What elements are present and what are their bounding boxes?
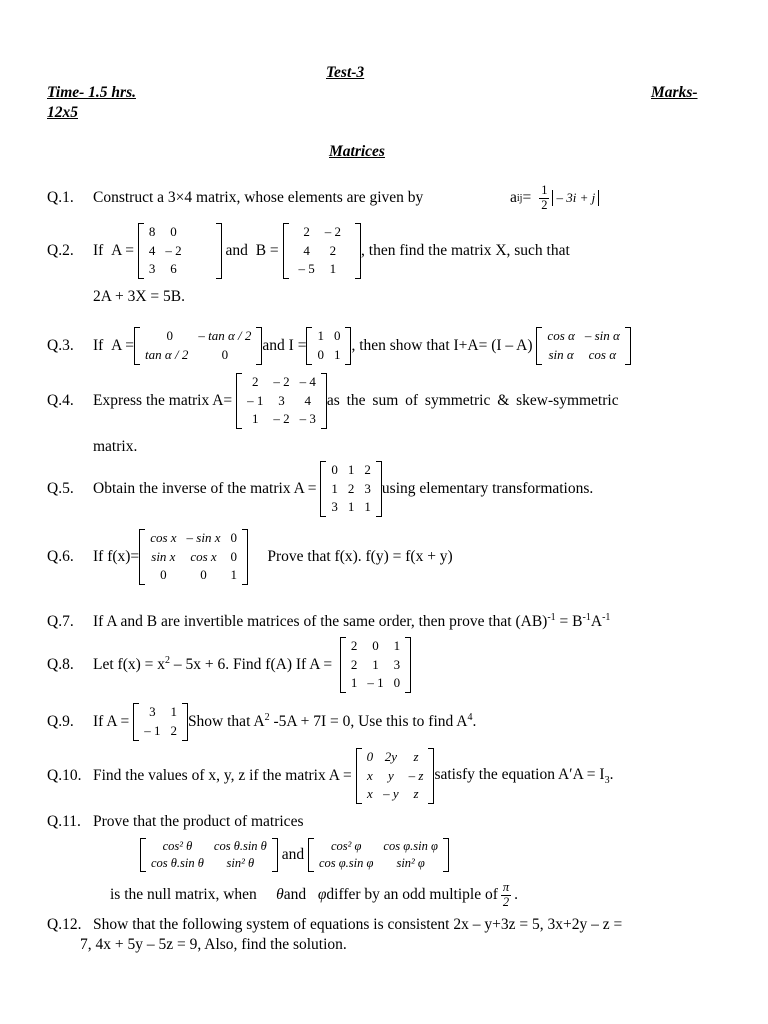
matrix-a: 2 0 1 2 1 3 1 – 1 0 — [340, 637, 411, 694]
question-body: Let $f(x) = x^2 - 5x + 6$. Find f(A) If A = 2 0 1 2 1 3 1 – 1 0 — [93, 637, 411, 694]
question-body: Express the matrix A= 2 – 2 – 4 – 1 3 4 1 – 2 – 3 as the sum of symmetric & skew-symmetric — [93, 373, 619, 430]
question-number: Q.2. — [47, 242, 74, 259]
question-11-number: Q.11. — [47, 813, 81, 830]
matrix-a: 3 1 – 1 2 — [133, 703, 188, 741]
question-number: Q.1. — [47, 189, 74, 206]
fraction-pi-over-2: $\frac{\pi}{2}$ — [502, 880, 510, 909]
question-12-line1: Show that the following system of equations is consistent 2x – y+3z = 5, 3x+2y – z = — [93, 916, 623, 933]
question-number: Q.8. — [47, 656, 74, 673]
matrix-f: cos x – sin x 0 sin x cos x 0 0 0 1 — [139, 529, 248, 586]
question-number: Q.4. — [47, 392, 74, 409]
question-number: Q.10. — [47, 767, 82, 784]
question-number: Q.5. — [47, 480, 74, 497]
matrix-theta: cos² θ cos θ.sin θ cos θ.sin θ sin² θ — [140, 838, 278, 872]
question-body: If A = 3 1 – 1 2 Show that $A^2$ -5A + 7I = 0, Use this to find $A^4$. — [93, 703, 476, 741]
matrix-a: 2 – 2 – 4 – 1 3 4 1 – 2 – 3 — [236, 373, 327, 430]
question-11-matrices: cos² θ cos θ.sin θ cos θ.sin θ sin² θ and cos² φ cos φ.sin φ cos φ.sin φ sin² φ — [140, 834, 449, 876]
question-11-text: Prove that the product of matrices — [93, 813, 304, 830]
question-number: Q.9. — [47, 713, 74, 730]
question-body: If A and B are invertible matrices of the same order, then prove that $(AB)^{-1} = B^{-1}A^{-1}$ — [93, 612, 611, 631]
fraction-half: $\frac{1}{2}$ — [541, 183, 548, 212]
question-body: If f(x)= cos x – sin x 0 sin x cos x 0 0 0 1 Prove that f(x). f(y) = f(x + y) — [93, 529, 453, 586]
element-formula: a ij = $\frac{1}{2}$ – 3i + j — [510, 184, 599, 211]
marks-label: Marks- — [651, 84, 698, 101]
matrix-b: 2 – 2 4 2 – 5 1 — [283, 223, 362, 280]
question-number: Q.7. — [47, 613, 74, 630]
question-4-line2: matrix. — [93, 438, 138, 455]
question-12-number: Q.12. — [47, 916, 82, 933]
question-12-line2: 7, 4x + 5y – 5z = 9, Also, find the solution. — [80, 936, 347, 953]
matrix-a: 0 – tan α / 2 tan α / 2 0 — [134, 327, 262, 365]
matrix-a: 0 2y z x y – z x – y z — [356, 748, 435, 805]
abs-expression: – 3i + j — [552, 190, 599, 206]
marks-value: 12x5 — [47, 104, 78, 121]
question-body: If A = 0 – tan α / 2 tan α / 2 0 and I = 1 0 0 1 , then show that I+A= (I – A) cos α – sin α sin α cos α — [93, 327, 631, 365]
matrix-phi: cos² φ cos φ.sin φ cos φ.sin φ sin² φ — [308, 838, 449, 872]
matrix-identity: 1 0 0 1 — [306, 327, 351, 365]
question-body: Obtain the inverse of the matrix A = 0 1 2 1 2 3 3 1 1 using elementary transformations. — [93, 461, 593, 518]
question-11-line3: is the null matrix, when θ and φ differ by an odd multiple of $\frac{\pi}{2}$ . — [110, 880, 518, 909]
time-label: Time- 1.5 hrs. — [47, 84, 136, 101]
question-2-line2: 2A + 3X = 5B. — [93, 288, 185, 305]
matrix-a: 8 0 4 – 2 3 6 — [138, 223, 222, 280]
question-body: If A = 8 0 4 – 2 3 6 and B = 2 – 2 4 2 – 5 1 , then find the matrix X, such that — [93, 223, 570, 280]
test-title: Test-3 — [326, 64, 365, 81]
question-number: Q.6. — [47, 548, 74, 565]
question-number: Q.3. — [47, 337, 74, 354]
subject-heading: Matrices — [329, 143, 385, 160]
question-body: Find the values of x, y, z if the matrix A = 0 2y z x y – z x – y z satisfy the equation $A'A = I_3$. — [93, 748, 613, 805]
matrix-a: 0 1 2 1 2 3 3 1 1 — [320, 461, 382, 518]
matrix-rotation: cos α – sin α sin α cos α — [536, 327, 630, 365]
question-text: Construct a 3×4 matrix, whose elements are given by — [93, 189, 424, 206]
